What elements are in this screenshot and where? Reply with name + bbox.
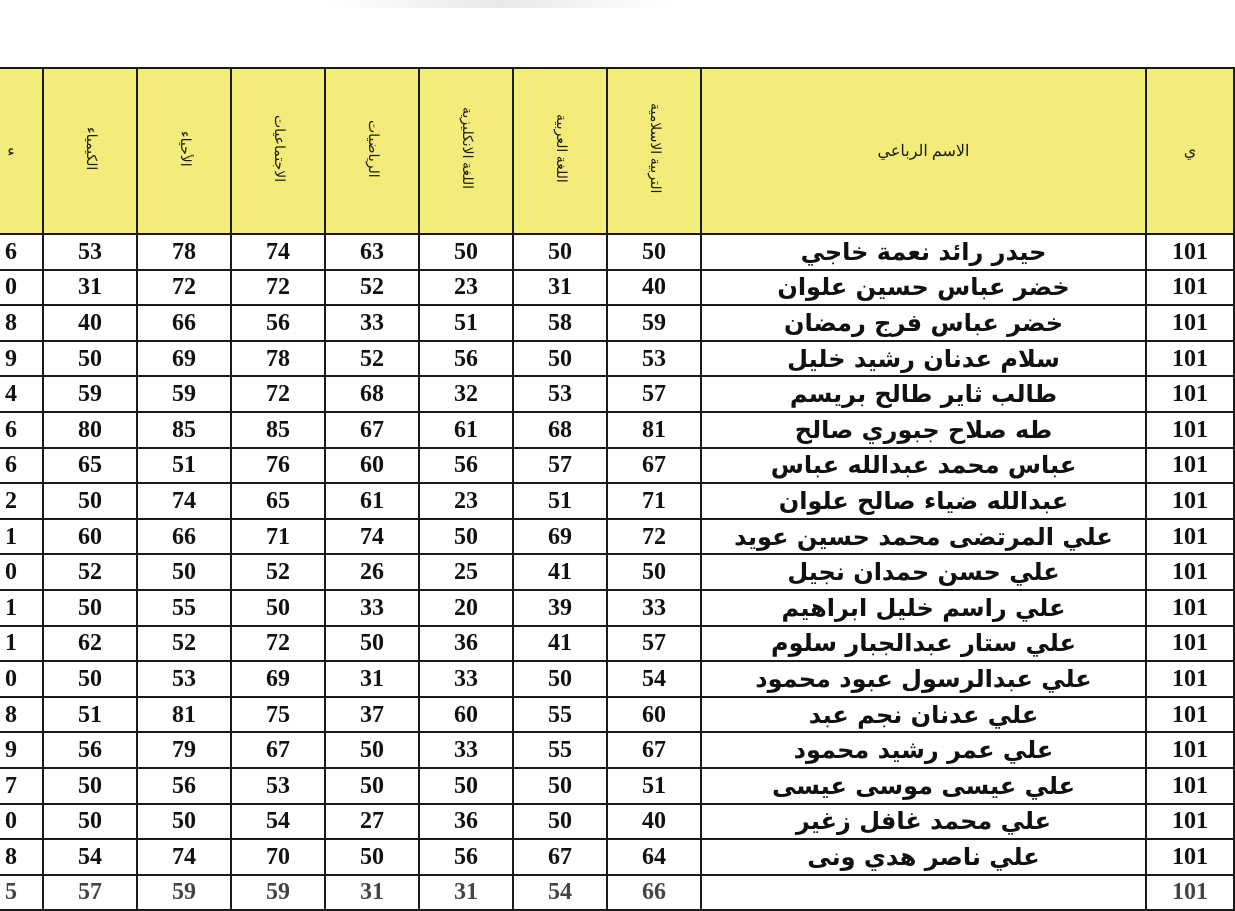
arabic-score-cell: 50 [513, 661, 607, 697]
header-row [0, 68, 1234, 234]
chemistry-score-cell: 52 [43, 554, 137, 590]
islamic-score-cell: 40 [607, 270, 701, 306]
arabic-score-cell: 50 [513, 341, 607, 377]
math-score-cell: 31 [325, 875, 419, 911]
edge-score-cell: 6 [0, 448, 43, 484]
islamic-score-cell: 57 [607, 626, 701, 662]
arabic-score-cell: 50 [513, 768, 607, 804]
table-row [0, 305, 1234, 341]
header-id: ي [1146, 68, 1234, 234]
chemistry-score-cell: 60 [43, 519, 137, 555]
biology-score-cell: 72 [137, 270, 231, 306]
header-arabic: اللغة العربية [513, 68, 607, 234]
student-id-cell: 101 [1146, 875, 1234, 911]
student-id-cell: 101 [1146, 448, 1234, 484]
islamic-score-cell: 57 [607, 376, 701, 412]
edge-score-cell: 0 [0, 661, 43, 697]
english-score-cell: 23 [419, 483, 513, 519]
english-score-cell: 36 [419, 626, 513, 662]
table-row [0, 376, 1234, 412]
islamic-score-cell: 60 [607, 697, 701, 733]
math-score-cell: 26 [325, 554, 419, 590]
table-row [0, 732, 1234, 768]
math-score-cell: 52 [325, 341, 419, 377]
table-row [0, 626, 1234, 662]
social-score-cell: 56 [231, 305, 325, 341]
header-biology: الأحياء [137, 68, 231, 234]
chemistry-score-cell: 51 [43, 697, 137, 733]
student-name-cell: طه صلاح جبوري صالح [701, 412, 1146, 448]
edge-score-cell: 8 [0, 697, 43, 733]
islamic-score-cell: 33 [607, 590, 701, 626]
english-score-cell: 50 [419, 234, 513, 270]
biology-score-cell: 81 [137, 697, 231, 733]
chemistry-score-cell: 50 [43, 768, 137, 804]
english-score-cell: 32 [419, 376, 513, 412]
chemistry-score-cell: 56 [43, 732, 137, 768]
social-score-cell: 71 [231, 519, 325, 555]
table-row [0, 661, 1234, 697]
social-score-cell: 72 [231, 626, 325, 662]
student-id-cell: 101 [1146, 483, 1234, 519]
arabic-score-cell: 54 [513, 875, 607, 911]
arabic-score-cell: 39 [513, 590, 607, 626]
student-id-cell: 101 [1146, 697, 1234, 733]
biology-score-cell: 85 [137, 412, 231, 448]
biology-score-cell: 74 [137, 839, 231, 875]
english-score-cell: 31 [419, 875, 513, 911]
student-id-cell: 101 [1146, 732, 1234, 768]
biology-score-cell: 52 [137, 626, 231, 662]
edge-score-cell: 8 [0, 305, 43, 341]
islamic-score-cell: 53 [607, 341, 701, 377]
student-id-cell: 101 [1146, 519, 1234, 555]
biology-score-cell: 59 [137, 875, 231, 911]
student-name-cell: خضر عباس فرج رمضان [701, 305, 1146, 341]
arabic-score-cell: 50 [513, 234, 607, 270]
math-score-cell: 52 [325, 270, 419, 306]
student-name-cell: حيدر رائد نعمة خاجي [701, 234, 1146, 270]
social-score-cell: 53 [231, 768, 325, 804]
islamic-score-cell: 67 [607, 448, 701, 484]
table-row [0, 804, 1234, 840]
social-score-cell: 52 [231, 554, 325, 590]
islamic-score-cell: 72 [607, 519, 701, 555]
chemistry-score-cell: 59 [43, 376, 137, 412]
arabic-score-cell: 57 [513, 448, 607, 484]
biology-score-cell: 74 [137, 483, 231, 519]
arabic-score-cell: 50 [513, 804, 607, 840]
islamic-score-cell: 66 [607, 875, 701, 911]
student-name-cell: خضر عباس حسين علوان [701, 270, 1146, 306]
student-id-cell: 101 [1146, 839, 1234, 875]
biology-score-cell: 55 [137, 590, 231, 626]
biology-score-cell: 53 [137, 661, 231, 697]
english-score-cell: 51 [419, 305, 513, 341]
biology-score-cell: 51 [137, 448, 231, 484]
islamic-score-cell: 81 [607, 412, 701, 448]
english-score-cell: 25 [419, 554, 513, 590]
biology-score-cell: 66 [137, 305, 231, 341]
math-score-cell: 60 [325, 448, 419, 484]
arabic-score-cell: 31 [513, 270, 607, 306]
student-name-cell: علي عبدالرسول عبود محمود [701, 661, 1146, 697]
header-edge: ء [0, 68, 43, 234]
math-score-cell: 50 [325, 732, 419, 768]
scan-smudge [330, 0, 670, 8]
islamic-score-cell: 50 [607, 234, 701, 270]
math-score-cell: 50 [325, 768, 419, 804]
student-id-cell: 101 [1146, 270, 1234, 306]
student-name-cell: علي محمد غافل زغير [701, 804, 1146, 840]
chemistry-score-cell: 50 [43, 341, 137, 377]
social-score-cell: 65 [231, 483, 325, 519]
student-name-cell: علي ناصر هدي ونى [701, 839, 1146, 875]
english-score-cell: 23 [419, 270, 513, 306]
arabic-score-cell: 53 [513, 376, 607, 412]
table-row [0, 412, 1234, 448]
social-score-cell: 75 [231, 697, 325, 733]
islamic-score-cell: 67 [607, 732, 701, 768]
social-score-cell: 50 [231, 590, 325, 626]
islamic-score-cell: 40 [607, 804, 701, 840]
biology-score-cell: 66 [137, 519, 231, 555]
student-id-cell: 101 [1146, 626, 1234, 662]
social-score-cell: 70 [231, 839, 325, 875]
english-score-cell: 56 [419, 839, 513, 875]
student-id-cell: 101 [1146, 804, 1234, 840]
islamic-score-cell: 59 [607, 305, 701, 341]
header-chemistry: الكيمياء [43, 68, 137, 234]
islamic-score-cell: 64 [607, 839, 701, 875]
islamic-score-cell: 51 [607, 768, 701, 804]
table-row [0, 839, 1234, 875]
islamic-score-cell: 54 [607, 661, 701, 697]
edge-score-cell: 0 [0, 270, 43, 306]
edge-score-cell: 1 [0, 590, 43, 626]
header-english: اللغة الانكليزية [419, 68, 513, 234]
arabic-score-cell: 69 [513, 519, 607, 555]
table-row [0, 554, 1234, 590]
math-score-cell: 74 [325, 519, 419, 555]
arabic-score-cell: 55 [513, 732, 607, 768]
islamic-score-cell: 71 [607, 483, 701, 519]
student-name-cell: علي ستار عبدالجبار سلوم [701, 626, 1146, 662]
arabic-score-cell: 68 [513, 412, 607, 448]
edge-score-cell: 1 [0, 519, 43, 555]
math-score-cell: 68 [325, 376, 419, 412]
english-score-cell: 50 [419, 519, 513, 555]
student-name-cell: علي عدنان نجم عبد [701, 697, 1146, 733]
chemistry-score-cell: 40 [43, 305, 137, 341]
math-score-cell: 50 [325, 839, 419, 875]
math-score-cell: 33 [325, 305, 419, 341]
chemistry-score-cell: 50 [43, 483, 137, 519]
student-name-cell: علي عمر رشيد محمود [701, 732, 1146, 768]
biology-score-cell: 50 [137, 804, 231, 840]
social-score-cell: 72 [231, 270, 325, 306]
chemistry-score-cell: 50 [43, 590, 137, 626]
student-name-cell: علي عيسى موسى عيسى [701, 768, 1146, 804]
arabic-score-cell: 58 [513, 305, 607, 341]
islamic-score-cell: 50 [607, 554, 701, 590]
biology-score-cell: 59 [137, 376, 231, 412]
biology-score-cell: 78 [137, 234, 231, 270]
table-row [0, 483, 1234, 519]
edge-score-cell: 6 [0, 412, 43, 448]
chemistry-score-cell: 31 [43, 270, 137, 306]
arabic-score-cell: 67 [513, 839, 607, 875]
english-score-cell: 56 [419, 341, 513, 377]
student-id-cell: 101 [1146, 376, 1234, 412]
chemistry-score-cell: 57 [43, 875, 137, 911]
social-score-cell: 67 [231, 732, 325, 768]
social-score-cell: 54 [231, 804, 325, 840]
arabic-score-cell: 55 [513, 697, 607, 733]
edge-score-cell: 9 [0, 341, 43, 377]
math-score-cell: 63 [325, 234, 419, 270]
table-row [0, 875, 1234, 911]
english-score-cell: 36 [419, 804, 513, 840]
student-id-cell: 101 [1146, 305, 1234, 341]
chemistry-score-cell: 50 [43, 661, 137, 697]
student-name-cell: سلام عدنان رشيد خليل [701, 341, 1146, 377]
header-islamic: التربية الاسلامية [607, 68, 701, 234]
table-row [0, 590, 1234, 626]
chemistry-score-cell: 80 [43, 412, 137, 448]
header-math: الرياضيات [325, 68, 419, 234]
student-name-cell: عبدالله ضياء صالح علوان [701, 483, 1146, 519]
math-score-cell: 37 [325, 697, 419, 733]
math-score-cell: 27 [325, 804, 419, 840]
social-score-cell: 74 [231, 234, 325, 270]
edge-score-cell: 2 [0, 483, 43, 519]
arabic-score-cell: 41 [513, 626, 607, 662]
social-score-cell: 76 [231, 448, 325, 484]
english-score-cell: 33 [419, 661, 513, 697]
math-score-cell: 33 [325, 590, 419, 626]
student-id-cell: 101 [1146, 234, 1234, 270]
student-id-cell: 101 [1146, 661, 1234, 697]
student-name-cell: علي حسن حمدان نجيل [701, 554, 1146, 590]
social-score-cell: 69 [231, 661, 325, 697]
social-score-cell: 72 [231, 376, 325, 412]
social-score-cell: 59 [231, 875, 325, 911]
table-row [0, 519, 1234, 555]
edge-score-cell: 4 [0, 376, 43, 412]
math-score-cell: 31 [325, 661, 419, 697]
student-name-cell: عباس محمد عبدالله عباس [701, 448, 1146, 484]
table-row [0, 768, 1234, 804]
edge-score-cell: 9 [0, 732, 43, 768]
english-score-cell: 33 [419, 732, 513, 768]
table-row [0, 270, 1234, 306]
biology-score-cell: 69 [137, 341, 231, 377]
student-id-cell: 101 [1146, 412, 1234, 448]
student-id-cell: 101 [1146, 590, 1234, 626]
math-score-cell: 61 [325, 483, 419, 519]
edge-score-cell: 5 [0, 875, 43, 911]
chemistry-score-cell: 65 [43, 448, 137, 484]
biology-score-cell: 79 [137, 732, 231, 768]
english-score-cell: 61 [419, 412, 513, 448]
student-name-cell [701, 875, 1146, 911]
social-score-cell: 78 [231, 341, 325, 377]
student-id-cell: 101 [1146, 341, 1234, 377]
edge-score-cell: 0 [0, 804, 43, 840]
chemistry-score-cell: 50 [43, 804, 137, 840]
table-row [0, 234, 1234, 270]
student-id-cell: 101 [1146, 554, 1234, 590]
chemistry-score-cell: 53 [43, 234, 137, 270]
math-score-cell: 50 [325, 626, 419, 662]
edge-score-cell: 1 [0, 626, 43, 662]
chemistry-score-cell: 62 [43, 626, 137, 662]
student-name-cell: علي المرتضى محمد حسين عويد [701, 519, 1146, 555]
grade-rows [0, 234, 1234, 910]
student-id-cell: 101 [1146, 768, 1234, 804]
english-score-cell: 56 [419, 448, 513, 484]
arabic-score-cell: 51 [513, 483, 607, 519]
arabic-score-cell: 41 [513, 554, 607, 590]
social-score-cell: 85 [231, 412, 325, 448]
english-score-cell: 50 [419, 768, 513, 804]
student-name-cell: علي راسم خليل ابراهيم [701, 590, 1146, 626]
table-row [0, 697, 1234, 733]
header-social: الاجتماعيات [231, 68, 325, 234]
biology-score-cell: 56 [137, 768, 231, 804]
english-score-cell: 60 [419, 697, 513, 733]
edge-score-cell: 0 [0, 554, 43, 590]
student-name-cell: طالب ثاير طالح بريسم [701, 376, 1146, 412]
edge-score-cell: 8 [0, 839, 43, 875]
chemistry-score-cell: 54 [43, 839, 137, 875]
edge-score-cell: 6 [0, 234, 43, 270]
table-row [0, 341, 1234, 377]
biology-score-cell: 50 [137, 554, 231, 590]
math-score-cell: 67 [325, 412, 419, 448]
table-row [0, 448, 1234, 484]
header-name: الاسم الرباعي [701, 68, 1146, 234]
edge-score-cell: 7 [0, 768, 43, 804]
grades-table [0, 67, 1235, 911]
english-score-cell: 20 [419, 590, 513, 626]
